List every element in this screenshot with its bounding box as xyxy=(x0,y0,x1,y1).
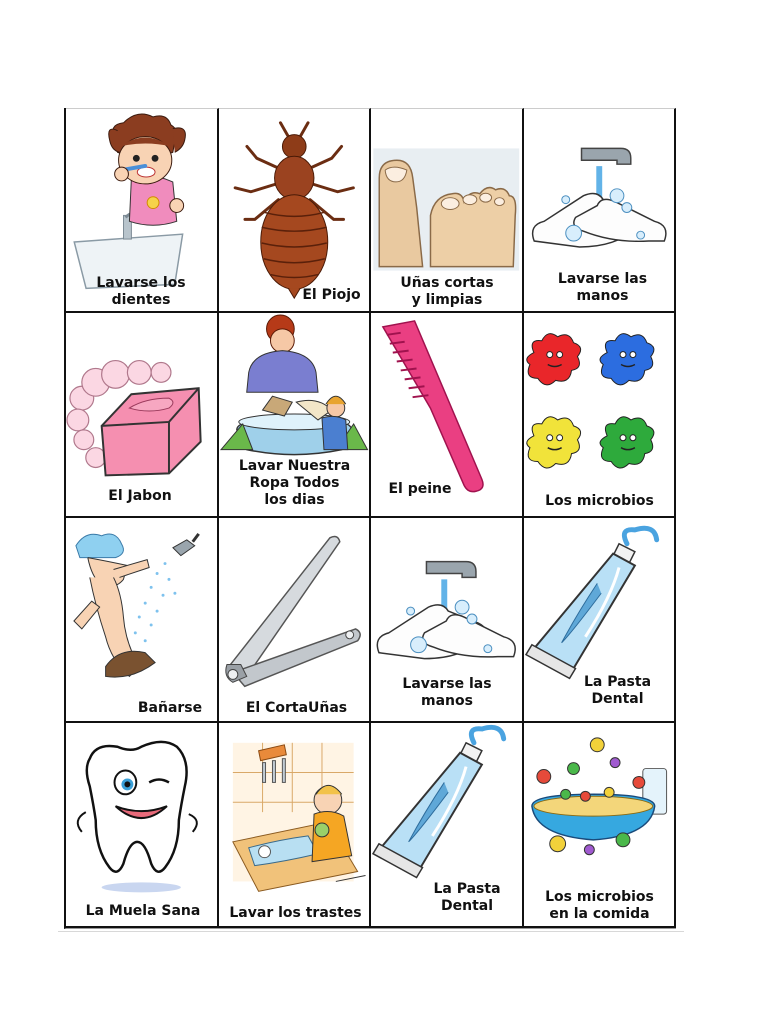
card-label: Lavarse los dientes xyxy=(96,275,186,308)
card-label: El CortaUñas xyxy=(245,700,348,716)
card-label: Lavar los trastes xyxy=(229,905,362,921)
card-label: Lavarse las manos xyxy=(557,271,648,304)
germs-icon xyxy=(524,313,675,516)
card-label: Bañarse xyxy=(137,700,203,716)
nail-clipper-icon xyxy=(219,518,370,721)
card-el-jabon xyxy=(66,313,219,518)
card-el-piojo xyxy=(219,108,372,313)
card-unas-cortas xyxy=(371,108,524,313)
card-label: Los microbios en la comida xyxy=(545,889,654,922)
card-microbios-comida xyxy=(524,723,677,928)
child-washing-dishes-icon xyxy=(219,723,370,926)
card-lavarse-las-manos-1 xyxy=(524,108,677,313)
card-banarse xyxy=(66,518,219,723)
card-label: La Pasta Dental xyxy=(583,674,652,707)
card-label: Lavar Nuestra Ropa Todos los dias xyxy=(238,458,351,508)
card-la-pasta-dental-1 xyxy=(524,518,677,723)
soap-bar-icon xyxy=(66,313,217,516)
man-showering-icon xyxy=(66,518,217,721)
card-lavar-ropa xyxy=(219,313,372,518)
louse-icon xyxy=(219,109,370,311)
card-la-pasta-dental-2 xyxy=(371,723,524,928)
card-label: Lavarse las manos xyxy=(402,676,492,709)
card-label: El Jabon xyxy=(108,488,172,504)
card-el-cortaunas xyxy=(219,518,372,723)
hygiene-card-sheet xyxy=(64,108,676,929)
card-la-muela-sana xyxy=(66,723,219,928)
card-label: El peine xyxy=(388,481,452,497)
card-label: La Muela Sana xyxy=(85,903,201,919)
card-lavarse-las-manos-2 xyxy=(371,518,524,723)
card-grid xyxy=(66,108,676,928)
card-label: Uñas cortas y limpias xyxy=(400,275,494,308)
card-lavar-los-trastes xyxy=(219,723,372,928)
card-label: La Pasta Dental xyxy=(433,881,501,914)
healthy-tooth-icon xyxy=(66,723,217,926)
card-label: El Piojo xyxy=(302,287,361,303)
card-lavarse-los-dientes xyxy=(66,108,219,313)
card-label: Los microbios xyxy=(545,493,654,509)
card-el-peine xyxy=(371,313,524,518)
card-los-microbios xyxy=(524,313,677,518)
